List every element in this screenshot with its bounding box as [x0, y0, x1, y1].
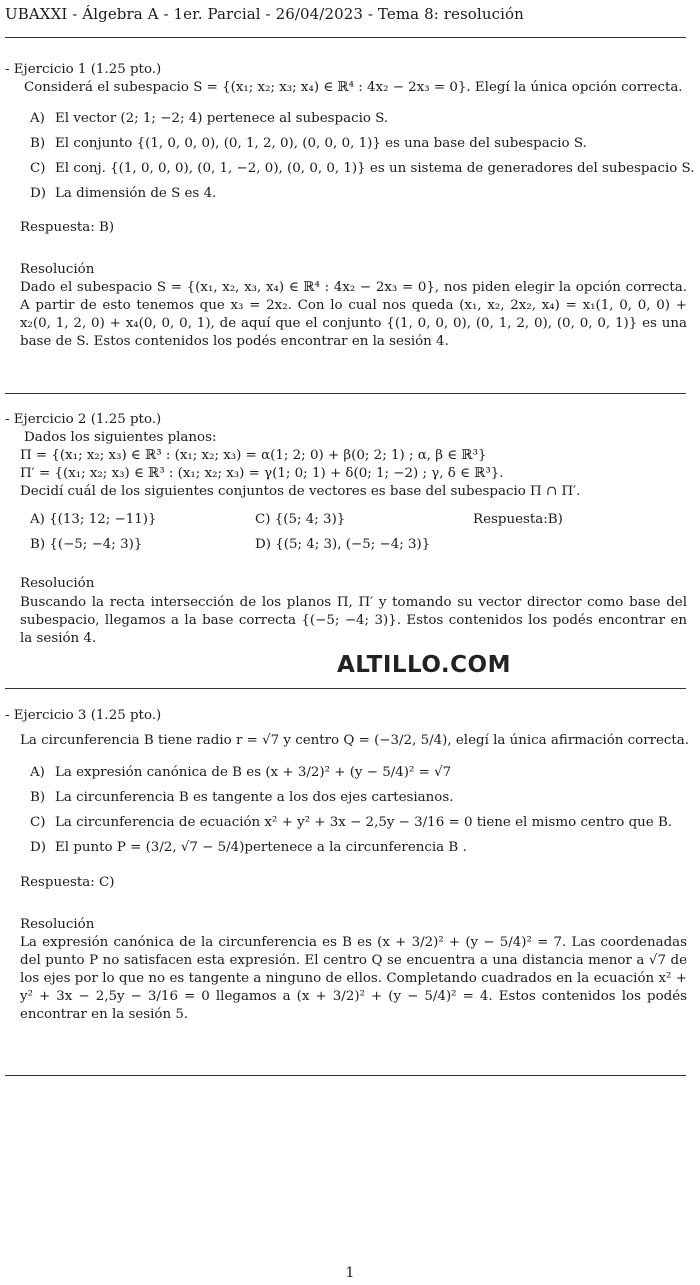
exercise-3-option-d [5, 839, 687, 857]
exercise-3-statement: La circunferencia B tiene radio r = √7 y centro Q = (−3/2, 5/4), elegí la única afirmación correcta. [20, 733, 690, 749]
exercise-2-option-d: D) {(5; 4; 3), (−5; −4; 3)} [255, 537, 431, 553]
exercise-2 [5, 411, 687, 648]
divider [5, 393, 686, 394]
exercise-2-option-a: A) {(13; 12; −11)} [30, 512, 157, 528]
option-text: La expresión canónica de B es (x + 3/2)² + (y − 5/4)² = √7 [55, 765, 452, 781]
option-label: A) [30, 111, 45, 127]
exercise-1-option-c [5, 160, 695, 178]
option-text: El conjunto {(1, 0, 0, 0), (0, 1, 2, 0), (0, 0, 0, 1)} es una base del subespacio S. [55, 136, 587, 152]
exercise-2-plane-pi: Π = {(x₁; x₂; x₃) ∈ ℝ³ : (x₁; x₂; x₃) = α(1; 2; 0) + β(0; 2; 1) ; α, β ∈ ℝ³} [20, 448, 487, 464]
page-title: UBAXXI - Álgebra A - 1er. Parcial - 26/04/2023 - Tema 8: resolución [5, 5, 524, 23]
page-number: 1 [345, 1265, 355, 1281]
divider [5, 37, 686, 38]
exercise-2-resolution-title: Resolución [20, 576, 95, 592]
divider [5, 1075, 686, 1076]
option-text: La circunferencia B es tangente a los dos ejes cartesianos. [55, 790, 454, 806]
option-label: B) [30, 790, 46, 806]
exercise-2-answer: Respuesta:B) [473, 512, 563, 528]
exercise-3-option-b [5, 789, 687, 807]
option-label: B) [30, 136, 46, 152]
option-text: El punto P = (3/2, √7 − 5/4)pertenece a la circunferencia B . [55, 840, 467, 856]
exercise-1-resolution: Dado el subespacio S = {(x₁, x₂, x₃, x₄) ∈ ℝ⁴ : 4x₂ − 2x₃ = 0}, nos piden elegir la opción correcta. A partir de esto tenemos que x₃ = 2x₂. Con lo cual nos queda (x₁, x₂, 2x₂, x₄) = x₁(1, 0, 0, 0) + x₂(0, 1, 2, 0) + x₄(0, 0, 0, 1), de aquí que el conjunto {(1, 0, 0, 0), (0, 1, 2, 0), (0, 0, 0, 1)} es una base de S. Estos contenidos los podés encontrar en la sesión 4. [20, 279, 687, 350]
option-label: D) [30, 186, 46, 202]
option-label: C) [30, 815, 46, 831]
exercise-1-statement: Considerá el subespacio S = {(x₁; x₂; x₃; x₄) ∈ ℝ⁴ : 4x₂ − 2x₃ = 0}. Elegí la única opción correcta. [24, 80, 683, 96]
exercise-2-intro: Dados los siguientes planos: [24, 430, 217, 446]
option-text: La circunferencia de ecuación x² + y² + 3x − 2,5y − 3/16 = 0 tiene el mismo centro que B. [55, 815, 673, 831]
exercise-2-resolution: Buscando la recta intersección de los planos Π, Π′ y tomando su vector director como base del subespacio, llegamos a la base correcta {(−5; −4; 3)}. Estos contenidos los podés encontrar en la sesión 4. [20, 594, 687, 646]
exercise-3-option-a [5, 764, 687, 782]
exercise-1-option-d [5, 185, 687, 203]
option-label: D) [30, 840, 46, 856]
exercise-3-option-c [5, 814, 687, 832]
exercise-3 [5, 707, 690, 1024]
exercise-3-resolution-title: Resolución [20, 916, 95, 932]
exercise-1 [5, 61, 695, 351]
exercise-2-heading: - Ejercicio 2 (1.25 pto.) [5, 412, 162, 427]
option-label: A) [30, 765, 45, 781]
exercise-1-option-a [5, 110, 687, 128]
exercise-1-resolution-title: Resolución [20, 261, 95, 277]
exercise-1-heading: - Ejercicio 1 (1.25 pto.) [5, 62, 162, 77]
watermark-logo: ALTILLO.COM [337, 652, 511, 678]
exercise-1-option-b [5, 135, 687, 153]
exercise-2-option-b: B) {(−5; −4; 3)} [30, 537, 143, 553]
exercise-2-option-c: C) {(5; 4; 3)} [255, 512, 346, 528]
option-text: El conj. {(1, 0, 0, 0), (0, 1, −2, 0), (0, 0, 0, 1)} es un sistema de generadores del subespacio S. [55, 161, 695, 177]
exercise-2-plane-pi-prime: Π′ = {(x₁; x₂; x₃) ∈ ℝ³ : (x₁; x₂; x₃) = γ(1; 0; 1) + δ(0; 1; −2) ; γ, δ ∈ ℝ³}. [20, 466, 504, 482]
exercise-2-options [5, 511, 687, 565]
exercise-3-heading: - Ejercicio 3 (1.25 pto.) [5, 708, 162, 723]
exercise-2-question: Decidí cuál de los siguientes conjuntos de vectores es base del subespacio Π ∩ Π′. [20, 484, 581, 500]
option-text: El vector (2; 1; −2; 4) pertenece al subespacio S. [55, 111, 389, 127]
exercise-1-answer: Respuesta: B) [20, 219, 115, 235]
option-label: C) [30, 161, 46, 177]
exercise-3-answer: Respuesta: C) [20, 874, 115, 890]
exercise-3-resolution: La expresión canónica de la circunferencia es B es (x + 3/2)² + (y − 5/4)² = 7. Las coordenadas del punto P no satisfacen esta expresión. El centro Q se encuentra a una distancia menor a √7 de los ejes por lo que no es tangente a ninguno de ellos. Completando cuadrados en la ecuación x² + y² + 3x − 2,5y − 3/16 = 0 llegamos a (x + 3/2)² + (y − 5/4)² = 4. Estos contenidos los podés encontrar en la sesión 5. [20, 934, 687, 1023]
option-text: La dimensión de S es 4. [55, 186, 217, 202]
divider [5, 688, 686, 689]
